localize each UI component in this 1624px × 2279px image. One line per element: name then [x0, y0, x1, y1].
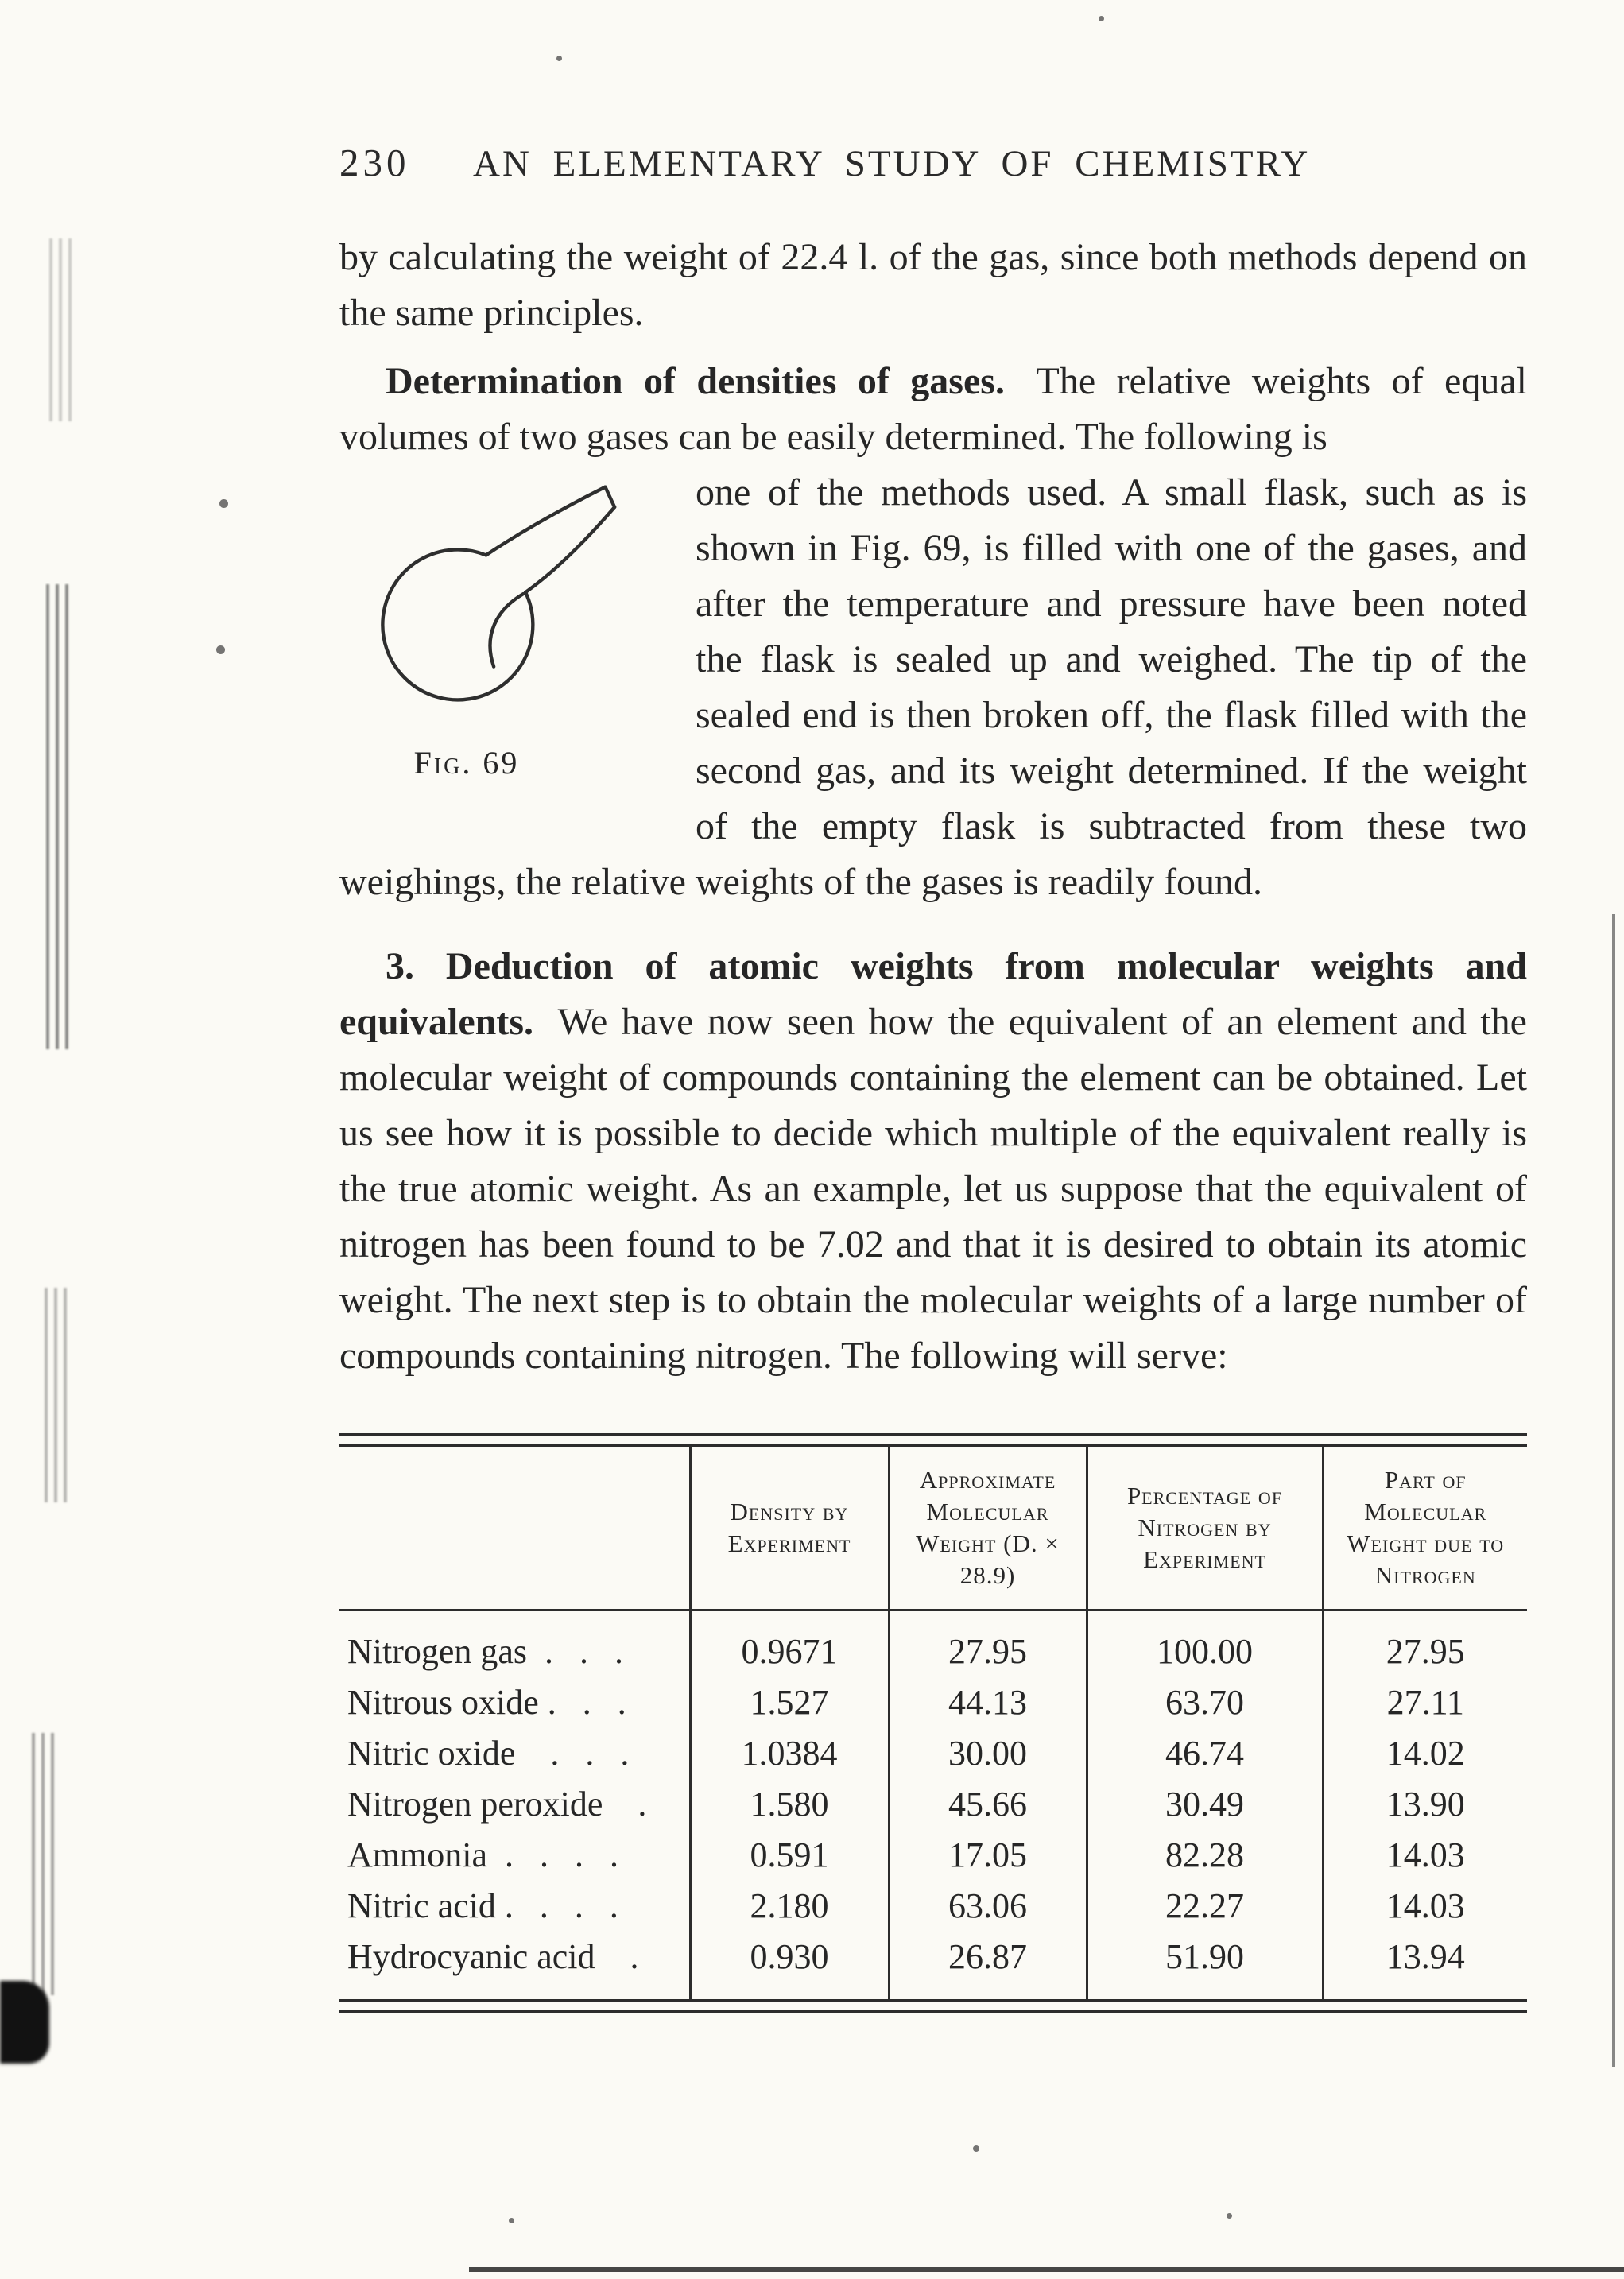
header-percentage-nitrogen: Percentage of Nitrogen by Experiment — [1087, 1447, 1323, 1610]
row-pct-nitrogen: 22.27 — [1087, 1881, 1323, 1932]
flask-illustration — [359, 476, 638, 716]
densities-text: The relative weights of equal volumes of two gases can be easily determined. The following is — [339, 360, 1527, 458]
table-row — [339, 1779, 1527, 1830]
scan-speck-3 — [219, 499, 228, 508]
scan-streak-left-2 — [46, 584, 75, 1049]
scan-speck-1 — [556, 56, 562, 61]
row-density: 0.591 — [690, 1830, 889, 1881]
scan-speck-2 — [1099, 16, 1104, 21]
table-header — [339, 1447, 1527, 1610]
row-mol-weight: 30.00 — [889, 1728, 1087, 1779]
header-molecular-weight: Approximate Molecular Weight (D. × 28.9) — [889, 1447, 1087, 1610]
row-density: 0.9671 — [690, 1610, 889, 1678]
row-density: 1.0384 — [690, 1728, 889, 1779]
paragraph-deduction — [339, 939, 1527, 1384]
deduction-lead: 3. Deduction of atomic weights from molecular weights and equivalents. — [339, 945, 1527, 1043]
row-part-nitrogen: 27.95 — [1323, 1610, 1527, 1678]
scan-speck-6 — [509, 2218, 514, 2223]
table-bottom-rule — [339, 1999, 1527, 2013]
row-pct-nitrogen: 63.70 — [1087, 1677, 1323, 1728]
paragraph-densities-continued — [339, 465, 1527, 910]
row-name: Nitrogen gas . . . — [347, 1632, 624, 1671]
row-part-nitrogen: 13.94 — [1323, 1932, 1527, 1999]
row-part-nitrogen: 13.90 — [1323, 1779, 1527, 1830]
row-pct-nitrogen: 30.49 — [1087, 1779, 1323, 1830]
table-top-rule — [339, 1433, 1527, 1447]
row-name: Nitrous oxide . . . — [347, 1683, 626, 1722]
scan-streak-left-4 — [32, 1733, 60, 1995]
row-part-nitrogen: 14.02 — [1323, 1728, 1527, 1779]
row-density: 1.527 — [690, 1677, 889, 1728]
page-number: 230 — [339, 141, 410, 184]
row-mol-weight: 45.66 — [889, 1779, 1087, 1830]
table-row — [339, 1610, 1527, 1678]
table-row — [339, 1677, 1527, 1728]
densities-text-continued: one of the methods used. A small flask, such as is shown in Fig. 69, is filled with one of the gases, and after the temperature and pressure have been noted the flask is sealed up and weighed. The tip of the sealed end is then broken off, the flask filled with the second gas, and its weight determined. If the weight of the empty flask is subtracted from these two weighings, the relative weights of the gases is readily found. — [339, 471, 1527, 903]
row-name: Nitric oxide . . . — [347, 1734, 630, 1773]
figure-caption: Fig. 69 — [413, 745, 520, 781]
page-body — [339, 140, 1527, 2013]
data-table-section — [339, 1433, 1527, 2013]
row-mol-weight: 27.95 — [889, 1610, 1087, 1678]
row-name: Ammonia . . . . — [347, 1835, 618, 1874]
row-mol-weight: 17.05 — [889, 1830, 1087, 1881]
row-density: 2.180 — [690, 1881, 889, 1932]
table-body — [339, 1610, 1527, 2000]
table-header-row — [339, 1447, 1527, 1610]
scan-line-bottom-edge — [469, 2267, 1624, 2272]
row-name: Nitric acid . . . . — [347, 1886, 618, 1925]
scan-blot-bottom-left — [0, 1981, 49, 2064]
row-part-nitrogen: 14.03 — [1323, 1830, 1527, 1881]
table-row — [339, 1932, 1527, 1999]
deduction-text: We have now seen how the equivalent of an element and the molecular weight of compounds containing the element can be obtained. Let us see how it is possible to decide which multiple of the equivalent really is the true atomic weight. As an example, let us suppose that the equivalent of nitrogen has been found to be 7.02 and that it is desired to obtain its atomic weight. The next step is to obtain the molecular weights of a large number of compounds containing nitrogen. The following will serve: — [339, 1001, 1527, 1377]
figure-69 — [339, 476, 657, 791]
table-row — [339, 1728, 1527, 1779]
table-row — [339, 1830, 1527, 1881]
row-pct-nitrogen: 46.74 — [1087, 1728, 1323, 1779]
page-title: AN ELEMENTARY STUDY OF CHEMISTRY — [473, 143, 1311, 184]
row-density: 0.930 — [690, 1932, 889, 1999]
row-mol-weight: 26.87 — [889, 1932, 1087, 1999]
running-header — [339, 140, 1527, 185]
row-pct-nitrogen: 82.28 — [1087, 1830, 1323, 1881]
row-density: 1.580 — [690, 1779, 889, 1830]
header-density: Density by Experiment — [690, 1447, 889, 1610]
header-part-nitrogen: Part of Molecular Weight due to Nitrogen — [1323, 1447, 1527, 1610]
header-substance — [339, 1447, 690, 1610]
densities-lead: Determination of densities of gases. — [386, 360, 1005, 402]
intro-text: by calculating the weight of 22.4 l. of the gas, since both methods depend on the same principles. — [339, 236, 1527, 334]
row-mol-weight: 63.06 — [889, 1881, 1087, 1932]
table-row — [339, 1881, 1527, 1932]
row-part-nitrogen: 27.11 — [1323, 1677, 1527, 1728]
row-part-nitrogen: 14.03 — [1323, 1881, 1527, 1932]
scan-speck-4 — [216, 645, 225, 654]
scan-streak-left-3 — [45, 1288, 73, 1502]
scan-line-right-edge — [1612, 914, 1615, 2067]
scan-speck-5 — [973, 2145, 979, 2152]
scan-speck-7 — [1227, 2213, 1232, 2219]
row-name: Nitrogen peroxide . — [347, 1785, 647, 1824]
paragraph-intro — [339, 230, 1527, 341]
nitrogen-compounds-table — [339, 1447, 1527, 1999]
paragraph-densities — [339, 354, 1527, 465]
row-pct-nitrogen: 51.90 — [1087, 1932, 1323, 1999]
scan-streak-left-1 — [49, 238, 78, 421]
row-pct-nitrogen: 100.00 — [1087, 1610, 1323, 1678]
row-mol-weight: 44.13 — [889, 1677, 1087, 1728]
row-name: Hydrocyanic acid . — [347, 1937, 639, 1976]
